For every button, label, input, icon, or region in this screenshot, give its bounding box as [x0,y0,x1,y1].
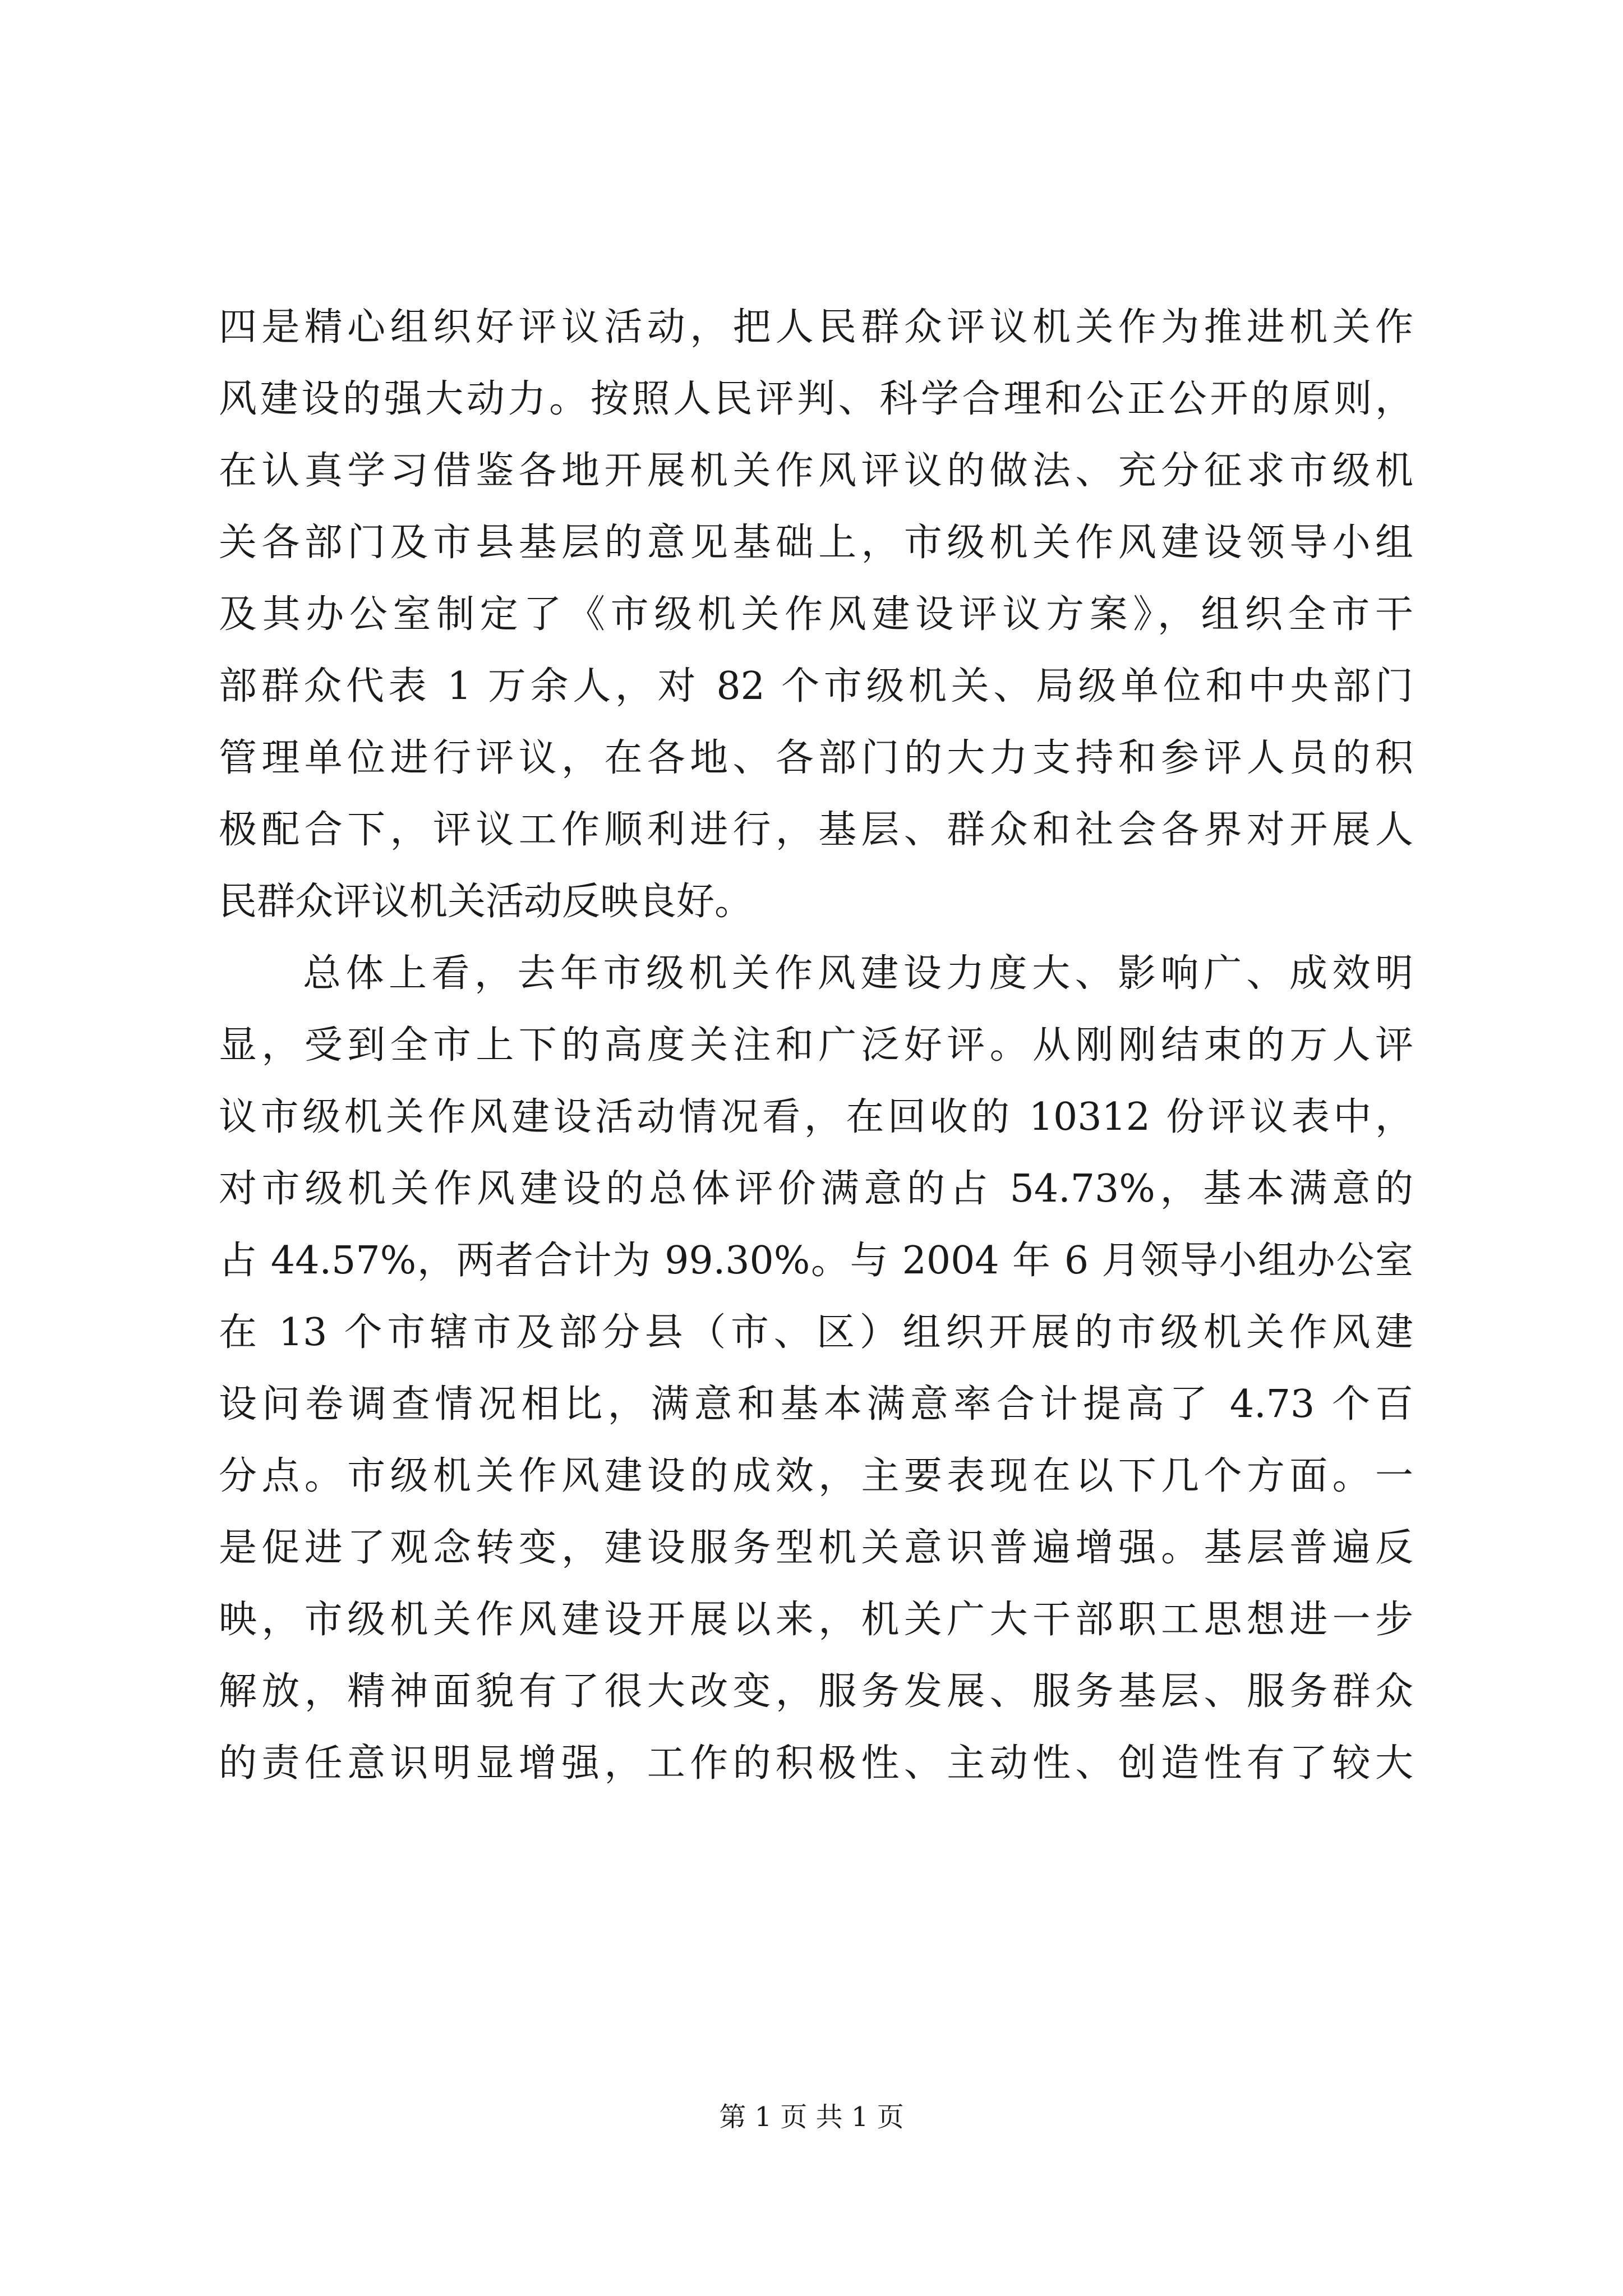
text-line: 极配合下，评议工作顺利进行，基层、群众和社会各界对开展人 [219,808,1413,852]
text-line: 风建设的强大动力。按照人民评判、科学合理和公正公开的原则， [219,377,1413,421]
text-line: 议市级机关作风建设活动情况看，在回收的 10312 份评议表中， [219,1095,1413,1139]
text-line: 对市级机关作风建设的总体评价满意的占 54.73%，基本满意的 [219,1167,1413,1211]
text-line: 总体上看，去年市级机关作风建设力度大、影响广、成效明 [303,951,1413,996]
text-line: 在认真学习借鉴各地开展机关作风评议的做法、充分征求市级机 [219,449,1413,493]
text-line: 在 13 个市辖市及部分县（市、区）组织开展的市级机关作风建 [219,1310,1413,1355]
text-line: 显，受到全市上下的高度关注和广泛好评。从刚刚结束的万人评 [219,1023,1413,1068]
text-line: 及其办公室制定了《市级机关作风建设评议方案》，组织全市干 [219,592,1413,637]
text-line: 管理单位进行评议，在各地、各部门的大力支持和参评人员的积 [219,736,1413,780]
body-text [219,292,1413,1800]
text-line: 民群众评议机关活动反映良好。 [219,880,753,924]
text-line: 关各部门及市县基层的意见基础上，市级机关作风建设领导小组 [219,521,1413,565]
text-line: 解放，精神面貌有了很大改变，服务发展、服务基层、服务群众 [219,1669,1413,1714]
text-line: 四是精心组织好评议活动，把人民群众评议机关作为推进机关作 [219,305,1413,349]
text-line: 的责任意识明显增强，工作的积极性、主动性、创造性有了较大 [219,1741,1413,1786]
text-line: 部群众代表 1 万余人，对 82 个市级机关、局级单位和中央部门 [219,664,1413,708]
text-line: 映，市级机关作风建设开展以来，机关广大干部职工思想进一步 [219,1598,1413,1642]
text-line: 分点。市级机关作风建设的成效，主要表现在以下几个方面。一 [219,1454,1413,1498]
page-footer: 第 1 页 共 1 页 [719,2101,904,2133]
text-line: 占 44.57%，两者合计为 99.30%。与 2004 年 6 月领导小组办公室 [219,1239,1413,1283]
text-line: 是促进了观念转变，建设服务型机关意识普遍增强。基层普遍反 [219,1526,1413,1570]
text-line: 设问卷调查情况相比，满意和基本满意率合计提高了 4.73 个百 [219,1382,1413,1427]
